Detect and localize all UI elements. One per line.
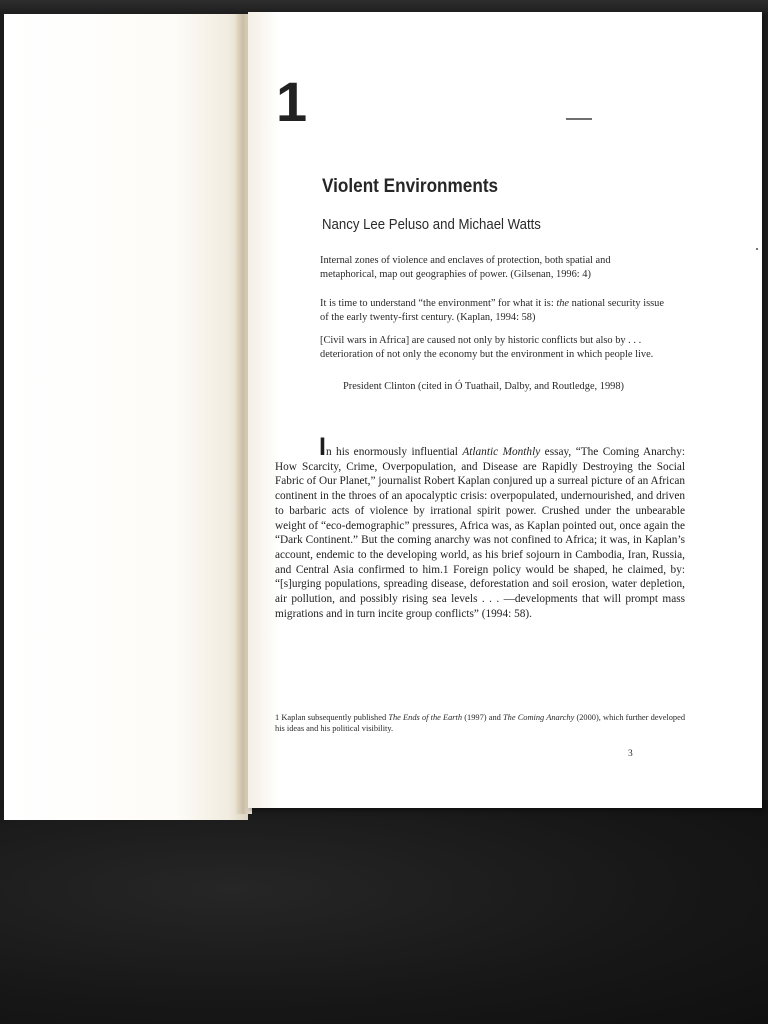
book-title: The Ends of the Earth — [388, 713, 463, 722]
footnote-text: (2000), which further developed his ideas and his political visibility. — [275, 713, 686, 733]
epigraph-clinton: [Civil wars in Africa] are caused not only by historic conflicts but also by . . . deterioration of not only the economy but the environment in which people live. — [320, 335, 654, 360]
footnote — [275, 712, 685, 734]
epigraph-emphasis: the — [556, 298, 570, 309]
page-number: 3 — [628, 749, 633, 759]
epigraph-gilsenan: Internal zones of violence and enclaves of protection, both spatial and metaphorical, map out geographies of power. (Gilsenan, 1996: 4) — [320, 255, 611, 280]
chapter-number: 1 — [276, 70, 308, 133]
footnote-text: (1997) and — [462, 713, 503, 722]
footnote-text: Kaplan subsequently published — [279, 713, 389, 722]
footnote-marker: 1 — [275, 713, 280, 722]
body-paragraph — [275, 433, 685, 621]
body-text: essay, “The Coming Anarchy: How Scarcity, Crime, Overpopulation, and Disease are Rapidly Destroying the Social Fabric of Our Planet,” journalist Robert Kaplan conjured up a surreal picture of an African continent in the throes of an apocalyptic crisis: overpopulated, undernourished, and driven to barbaric acts of violence by irrational spirit power. Crushed under the unbearable weight of “eco-demographic” pressures, Africa was, as Kaplan pointed out, once again the “Dark Continent.” But the coming anarchy was not confined to Africa; it was, in Kaplan’s account, endemic to the developing world, as his brief sojourn in Cambodia, Iran, Russia, and Central Asia confirmed to him.1 Foreign policy would be shaped, he claimed, by: “[s]urging populations, spreading disease, deforestation and soil erosion, water depletion, air pollution, and possibly rising sea levels . . . —developments that will prompt mass migrations and in turn incite group conflicts” (1994: 58). — [275, 446, 685, 620]
book-title: The Coming Anarchy — [502, 713, 575, 722]
epigraph-attribution: President Clinton (cited in Ó Tuathail, Dalby, and Routledge, 1998) — [343, 381, 624, 392]
chapter-authors: Nancy Lee Peluso and Michael Watts — [322, 216, 541, 233]
scan-background — [0, 800, 768, 1024]
chapter-title: Violent Environments — [322, 175, 499, 197]
drop-cap: I — [319, 433, 326, 461]
epigraph-kaplan — [320, 297, 666, 324]
scan-speck — [756, 248, 758, 250]
scan-speck — [566, 118, 592, 120]
publication-title: Atlantic Monthly — [462, 446, 541, 458]
body-lead: n his enormously influential — [325, 446, 463, 458]
epigraph-text: It is time to understand “the environment” for what it is: — [320, 298, 557, 309]
epigraph-text: national security issue of the early twenty-first century. (Kaplan, 1994: 58) — [320, 298, 664, 323]
book-page — [248, 12, 762, 808]
left-page-blank — [4, 14, 248, 820]
